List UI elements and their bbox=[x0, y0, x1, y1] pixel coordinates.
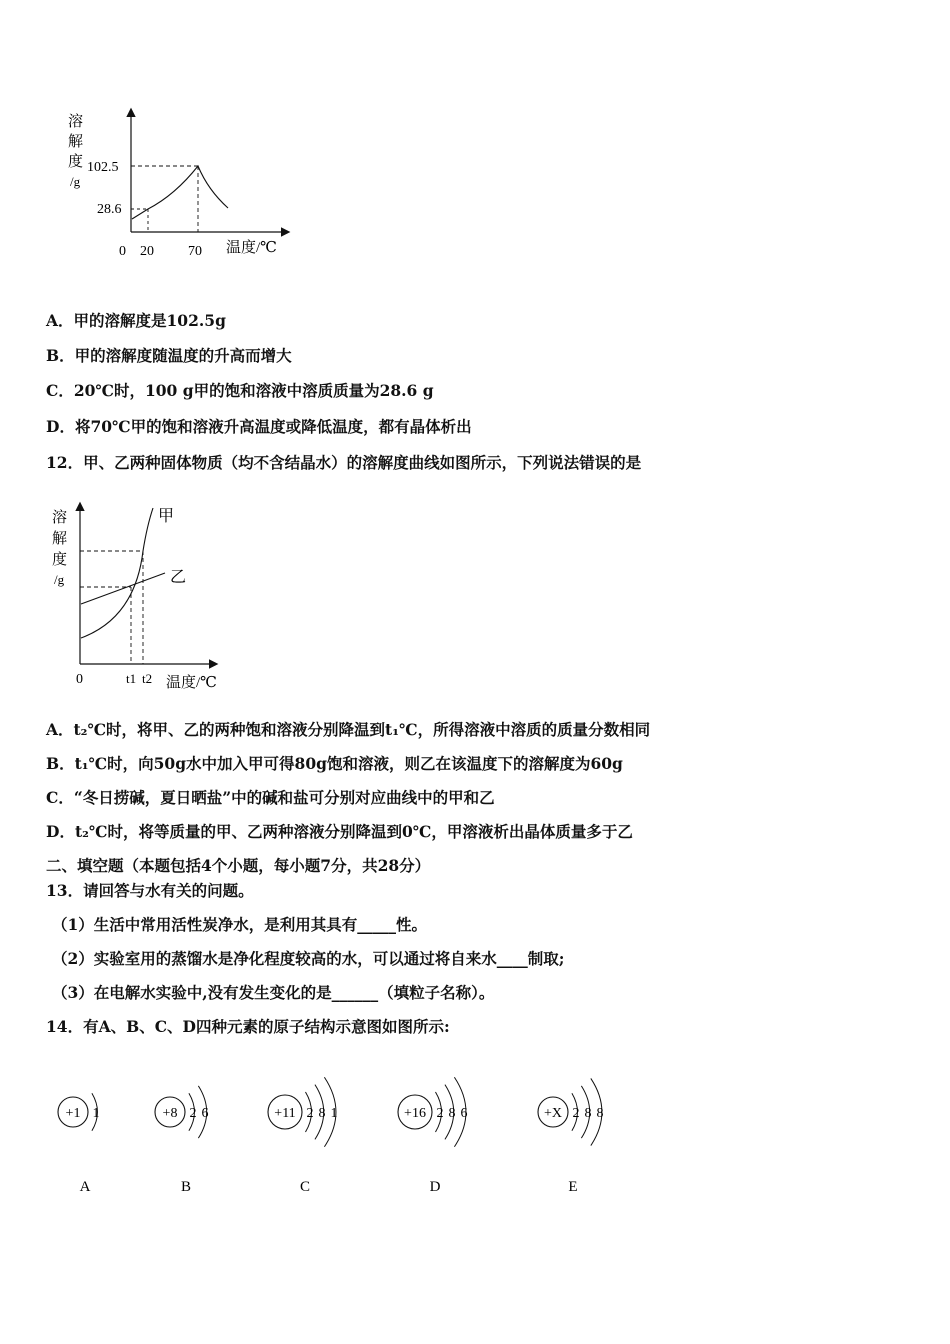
electron-count: 2 bbox=[436, 1106, 444, 1121]
nucleus-charge: +8 bbox=[162, 1106, 178, 1121]
q11-option-c: C．20℃时，100 g甲的饱和溶液中溶质质量为28.6 g bbox=[46, 381, 434, 400]
electron-count: 2 bbox=[572, 1106, 580, 1121]
atom-A bbox=[58, 1093, 100, 1195]
ylabel-char: /g bbox=[70, 174, 81, 189]
nucleus-charge: +1 bbox=[65, 1106, 81, 1121]
y-tick-label: 102.5 bbox=[87, 160, 119, 175]
q12-stem: 12．甲、乙两种固体物质（均不含结晶水）的溶解度曲线如图所示，下列说法错误的是 bbox=[46, 453, 642, 472]
atom-label: D bbox=[429, 1179, 441, 1195]
curve-label-yi: 乙 bbox=[170, 569, 187, 586]
q13-stem: 13．请回答与水有关的问题。 bbox=[46, 881, 254, 900]
curve-label-jia: 甲 bbox=[158, 508, 175, 525]
electron-count: 8 bbox=[596, 1106, 604, 1121]
q14-stem: 14．有A、B、C、D四种元素的原子结构示意图如图所示: bbox=[46, 1017, 450, 1036]
atom-C bbox=[268, 1077, 338, 1195]
nucleus-charge: +X bbox=[543, 1106, 563, 1121]
x-tick-label: t1 bbox=[126, 671, 137, 686]
q13-item-2: （2）实验室用的蒸馏水是净化程度较高的水，可以通过将自来水____制取; bbox=[52, 949, 565, 968]
solubility-graph-2 bbox=[40, 496, 240, 696]
q13-item-1: （1）生活中常用活性炭净水，是利用其具有_____性。 bbox=[52, 915, 428, 934]
electron-count: 8 bbox=[318, 1106, 326, 1121]
electron-count: 8 bbox=[584, 1106, 592, 1121]
ylabel-char: 解 bbox=[52, 531, 68, 547]
q11-option-b: B．甲的溶解度随温度的升高而增大 bbox=[46, 346, 292, 365]
ylabel-char: 溶 bbox=[52, 510, 68, 526]
x-tick-label: t2 bbox=[142, 671, 153, 686]
nucleus-charge: +11 bbox=[274, 1106, 296, 1121]
ylabel-char: 溶 bbox=[68, 114, 84, 130]
q11-option-a: A．甲的溶解度是102.5g bbox=[46, 311, 226, 330]
q12-option-b: B．t₁℃时，向50g水中加入甲可得80g饱和溶液，则乙在该温度下的溶解度为60g bbox=[46, 754, 623, 773]
electron-count: 8 bbox=[448, 1106, 456, 1121]
electron-count: 2 bbox=[189, 1106, 197, 1121]
ylabel-char: 度 bbox=[68, 154, 84, 170]
x-tick-label: 20 bbox=[140, 244, 154, 259]
q13-item-3: （3）在电解水实验中,没有发生变化的是______（填粒子名称）。 bbox=[52, 983, 495, 1002]
atom-label: A bbox=[79, 1179, 91, 1195]
electron-count: 6 bbox=[201, 1106, 209, 1121]
x-tick-label: 0 bbox=[119, 244, 126, 259]
ylabel-char: 解 bbox=[68, 134, 84, 150]
atom-structure-diagrams bbox=[40, 1048, 660, 1208]
q11-option-d: D．将70℃甲的饱和溶液升高温度或降低温度，都有晶体析出 bbox=[46, 417, 472, 436]
y-tick-label: 28.6 bbox=[97, 202, 122, 217]
xlabel: 温度/℃ bbox=[226, 240, 277, 256]
atom-label: B bbox=[180, 1179, 192, 1195]
ylabel-char: /g bbox=[54, 572, 65, 587]
q12-option-d: D．t₂℃时，将等质量的甲、乙两种溶液分别降温到0℃，甲溶液析出晶体质量多于乙 bbox=[46, 822, 633, 841]
electron-count: 1 bbox=[330, 1106, 338, 1121]
electron-count: 1 bbox=[92, 1106, 100, 1121]
xlabel: 温度/℃ bbox=[166, 675, 217, 691]
x-tick-label: 70 bbox=[188, 244, 202, 259]
nucleus-charge: +16 bbox=[404, 1106, 426, 1121]
curve-jia bbox=[81, 508, 153, 638]
q12-option-a: A．t₂℃时，将甲、乙的两种饱和溶液分别降温到t₁℃，所得溶液中溶质的质量分数相同 bbox=[46, 720, 651, 739]
q12-option-c: C．“冬日捞碱，夏日晒盐”中的碱和盐可分别对应曲线中的甲和乙 bbox=[46, 788, 495, 807]
ylabel-char: 度 bbox=[52, 552, 68, 568]
atom-E bbox=[538, 1078, 604, 1195]
solubility-curve bbox=[132, 166, 228, 219]
section-heading: 二、填空题（本题包括4个小题，每小题7分，共28分） bbox=[46, 856, 431, 875]
atom-label: C bbox=[299, 1179, 311, 1195]
curve-yi bbox=[81, 573, 165, 604]
atom-D bbox=[398, 1077, 468, 1195]
electron-count: 6 bbox=[460, 1106, 468, 1121]
electron-count: 2 bbox=[306, 1106, 314, 1121]
atom-B bbox=[155, 1086, 209, 1195]
x-tick-label: 0 bbox=[76, 672, 83, 687]
solubility-graph-1 bbox=[60, 100, 300, 270]
atom-label: E bbox=[568, 1179, 578, 1195]
